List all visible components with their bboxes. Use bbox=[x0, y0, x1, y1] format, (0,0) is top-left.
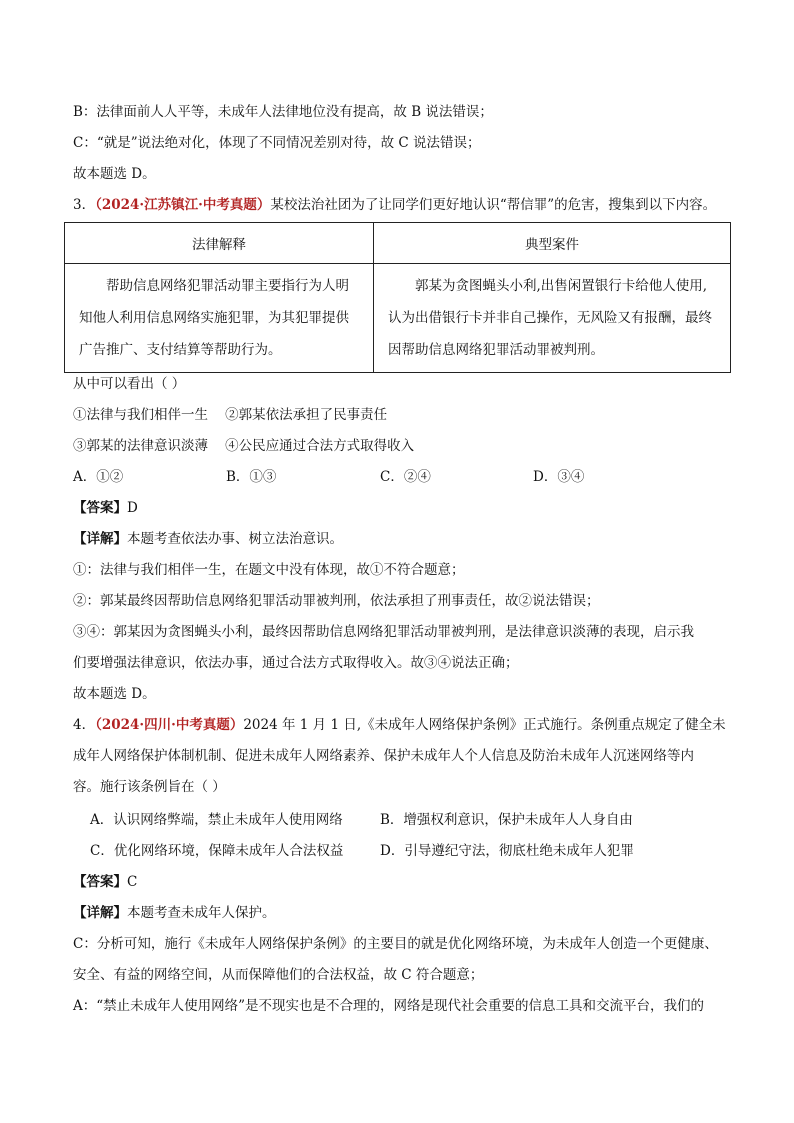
detail-label: 【详解】 bbox=[73, 905, 127, 921]
option-b: B．增强权利意识，保护未成年人人身自由 bbox=[380, 812, 633, 828]
option-a: A．①② bbox=[73, 469, 124, 485]
text-line: B：法律面前人人平等，未成年人法律地位没有提高，故 B 说法错误； bbox=[73, 104, 493, 120]
detail-line bbox=[73, 903, 276, 923]
option-d: D．引导遵纪守法，彻底杜绝未成年人犯罪 bbox=[380, 843, 634, 859]
detail-text: 本题考查依法办事、树立法治意识。 bbox=[127, 531, 343, 547]
answer-label: 【答案】 bbox=[73, 874, 127, 890]
detail-text: 本题考查未成年人保护。 bbox=[127, 905, 276, 921]
question-source: （2024·江苏镇江·中考真题） bbox=[95, 197, 271, 213]
analysis-line: 故本题选 D。 bbox=[73, 686, 156, 702]
question-text: 某校法治社团为了让同学们更好地认识“帮信罪”的危害，搜集到以下内容。 bbox=[270, 197, 717, 213]
answer-value: C bbox=[127, 874, 138, 890]
table-header-cell: 典型案件 bbox=[374, 223, 731, 264]
text-line: C：“就是”说法绝对化，体现了不同情况差别对待，故 C 说法错误； bbox=[73, 135, 481, 151]
answer-line bbox=[73, 498, 138, 518]
table-row bbox=[65, 264, 731, 373]
legal-explanation-text: 帮助信息网络犯罪活动罪主要指行为人明知他人利用信息网络实施犯罪，为其犯罪提供广告推广、支付结算等帮助行为。 bbox=[79, 278, 349, 358]
question-4-stem bbox=[73, 715, 726, 735]
answer-line bbox=[73, 872, 137, 892]
analysis-line: ③④：郭某因为贪图蝇头小利，最终因帮助信息网络犯罪活动罪被判刑，是法律意识淡薄的表现，启示我 bbox=[73, 624, 694, 640]
question-text-line: 成年人网络保护体制机制、促进未成年人网络素养、保护未成年人个人信息及防治未成年人沉迷网络等内 bbox=[73, 748, 694, 764]
question-number: 3． bbox=[73, 197, 96, 213]
option-c: C．②④ bbox=[380, 469, 431, 485]
table-cell bbox=[65, 264, 374, 373]
analysis-line: C：分析可知，施行《未成年人网络保护条例》的主要目的就是优化网络环境，为未成年人创造一个更健康、 bbox=[73, 936, 718, 952]
analysis-line: 们要增强法律意识，依法办事，通过合法方式取得收入。故③④说法正确； bbox=[73, 655, 519, 671]
typical-case-text: 郭某为贪图蝇头小利,出售闲置银行卡给他人使用,认为出借银行卡并非自己操作，无风险又有报酬，最终因帮助信息网络犯罪活动罪被判刑。 bbox=[388, 278, 712, 358]
option-b: B．①③ bbox=[226, 469, 277, 485]
answer-label: 【答案】 bbox=[73, 500, 127, 516]
option-c: C．优化网络环境，保障未成年人合法权益 bbox=[90, 843, 344, 859]
table-header-row bbox=[65, 223, 731, 264]
option-a: A．认识网络弊端，禁止未成年人使用网络 bbox=[90, 812, 343, 828]
analysis-line: 安全、有益的网络空间，从而保障他们的合法权益，故 C 符合题意； bbox=[73, 967, 484, 983]
question-number: 4． bbox=[73, 717, 96, 733]
case-table bbox=[64, 222, 731, 373]
analysis-line: A：“禁止未成年人使用网络”是不现实也是不合理的，网络是现代社会重要的信息工具和交流平台，我们的 bbox=[73, 998, 705, 1014]
statement-line: ①法律与我们相伴一生 ②郭某依法承担了民事责任 bbox=[73, 407, 388, 423]
text-line: 故本题选 D。 bbox=[73, 166, 156, 182]
table-header-cell: 法律解释 bbox=[65, 223, 374, 264]
question-prompt: 从中可以看出（ ） bbox=[73, 376, 186, 392]
detail-label: 【详解】 bbox=[73, 531, 127, 547]
statement-line: ③郭某的法律意识淡薄 ④公民应通过合法方式取得收入 bbox=[73, 438, 415, 454]
answer-value: D bbox=[127, 500, 138, 516]
option-d: D．③④ bbox=[533, 469, 585, 485]
analysis-line: ①：法律与我们相伴一生，在题文中没有体现，故①不符合题意； bbox=[73, 562, 465, 578]
analysis-line: ②：郭某最终因帮助信息网络犯罪活动罪被判刑，依法承担了刑事责任，故②说法错误； bbox=[73, 593, 600, 609]
question-source: （2024·四川·中考真题） bbox=[95, 717, 244, 733]
question-text-line: 容。施行该条例旨在（ ） bbox=[73, 779, 226, 795]
question-text: 2024 年 1 月 1 日,《未成年人网络保护条例》正式施行。条例重点规定了健全未 bbox=[243, 717, 726, 733]
detail-line bbox=[73, 529, 343, 549]
table-cell bbox=[374, 264, 731, 373]
question-3-stem bbox=[73, 195, 716, 215]
